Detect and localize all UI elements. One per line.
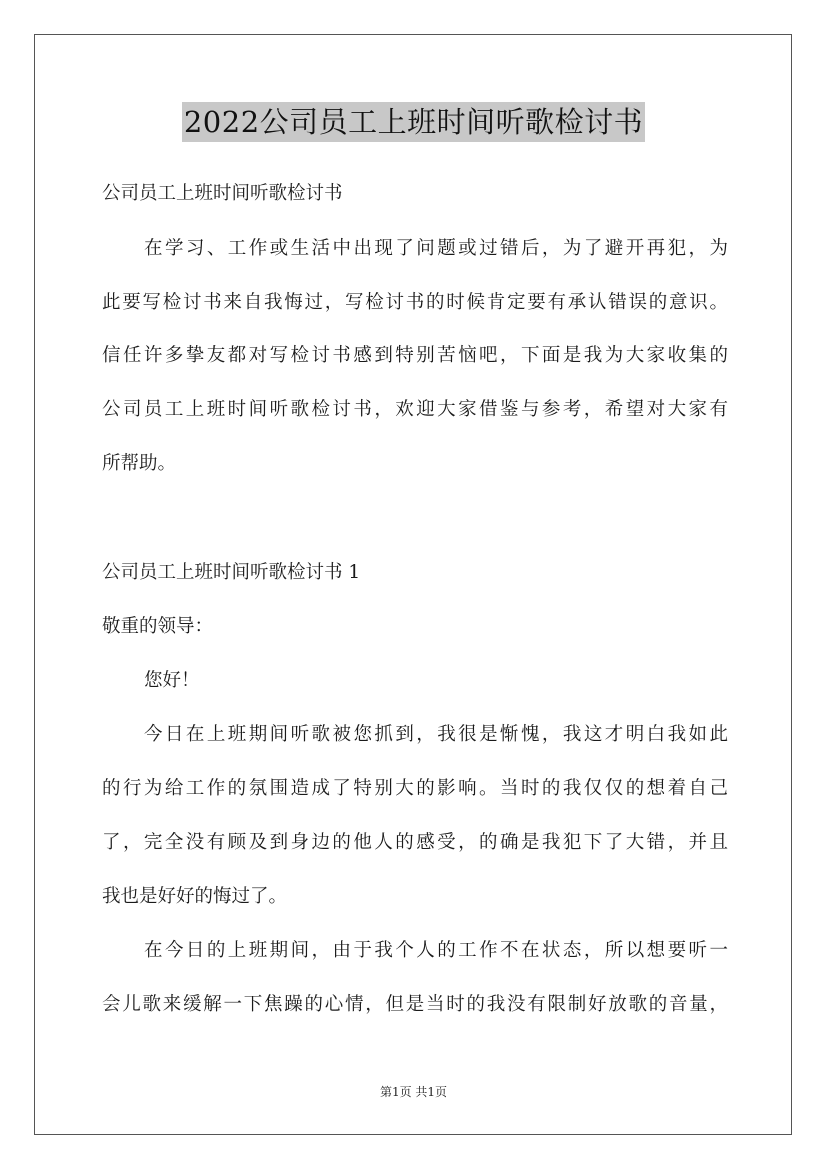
title-wrap (0, 102, 827, 142)
page-footer: 第1页 共1页 (379, 1085, 448, 1099)
greeting: 您好！ (144, 670, 200, 691)
section-heading: 公司员工上班时间听歌检讨书 1 (102, 562, 361, 583)
document-title: 2022公司员工上班时间听歌检讨书 (182, 102, 645, 142)
paragraph-line: 会儿歌来缓解一下焦躁的心情，但是当时的我没有限制好放歌的音量， (102, 994, 728, 1015)
document-subtitle: 公司员工上班时间听歌检讨书 (102, 183, 343, 204)
paragraph-line: 在今日的上班期间，由于我个人的工作不在状态，所以想要听一 (144, 940, 728, 961)
intro-line: 所帮助。 (102, 453, 177, 474)
paragraph-line: 的行为给工作的氛围造成了特别大的影响。当时的我仅仅的想着自己 (102, 778, 728, 799)
intro-line: 此要写检讨书来自我悔过，写检讨书的时候肯定要有承认错误的意识。 (102, 292, 728, 313)
intro-line: 公司员工上班时间听歌检讨书，欢迎大家借鉴与参考，希望对大家有 (102, 399, 728, 420)
salutation: 敬重的领导： (102, 616, 214, 637)
paragraph-line: 我也是好好的悔过了。 (102, 886, 288, 907)
intro-line: 在学习、工作或生活中出现了问题或过错后，为了避开再犯，为 (144, 238, 728, 259)
paragraph-line: 今日在上班期间听歌被您抓到，我很是惭愧，我这才明白我如此 (144, 724, 728, 745)
intro-line: 信任许多挚友都对写检讨书感到特别苦恼吧，下面是我为大家收集的 (102, 345, 728, 366)
paragraph-line: 了，完全没有顾及到身边的他人的感受，的确是我犯下了大错，并且 (102, 832, 728, 853)
